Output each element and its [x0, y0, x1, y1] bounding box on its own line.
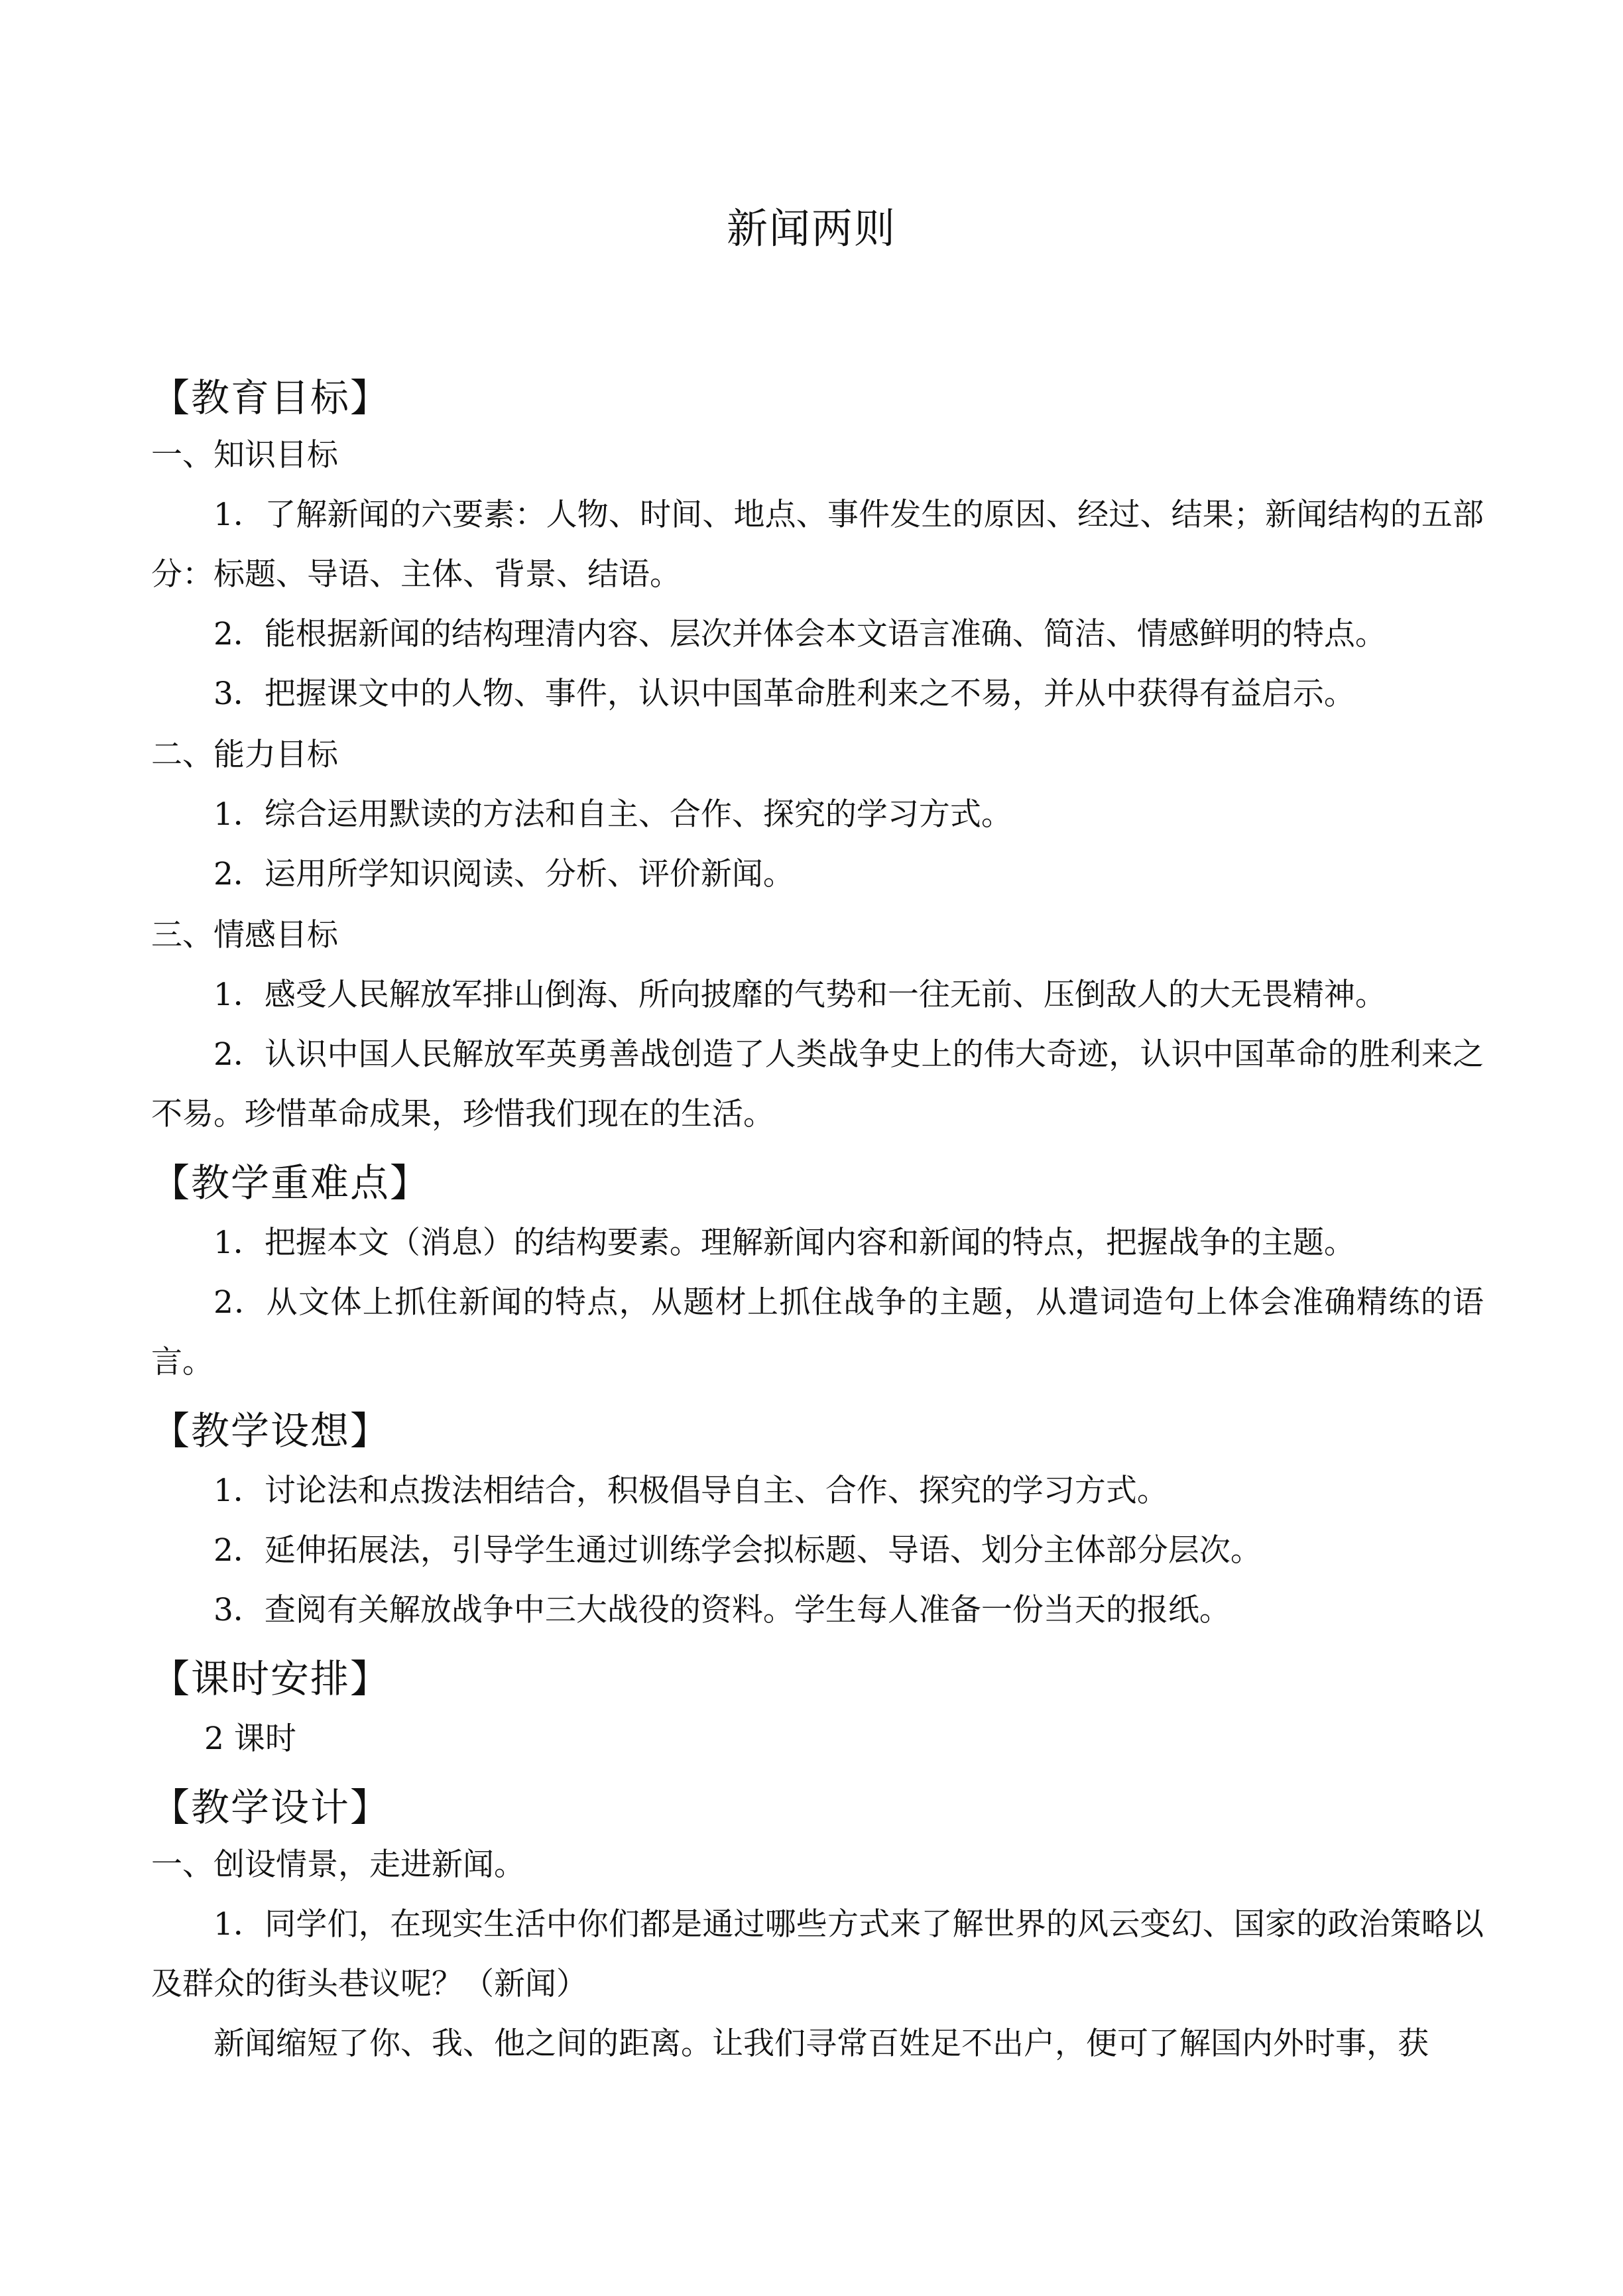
section-heading-key-points: 【教学重难点】 [151, 1160, 430, 1205]
subheading-emotion: 三、情感目标 [151, 917, 338, 953]
section-heading-ideas: 【教学设想】 [151, 1408, 391, 1453]
section-heading-schedule: 【课时安排】 [151, 1656, 391, 1701]
subheading-ability: 二、能力目标 [151, 737, 338, 773]
idea-item-3: 3．查阅有关解放战争中三大战役的资料。学生每人准备一份当天的报纸。 [213, 1592, 1231, 1628]
design-step-1: 一、创设情景，走进新闻。 [151, 1846, 525, 1883]
knowledge-item-3: 3．把握课文中的人物、事件，认识中国革命胜利来之不易，并从中获得有益启示。 [213, 676, 1355, 712]
idea-item-2: 2．延伸拓展法，引导学生通过训练学会拟标题、导语、划分主体部分层次。 [213, 1532, 1262, 1569]
section-heading-design: 【教学设计】 [151, 1785, 391, 1830]
ability-item-1: 1．综合运用默读的方法和自主、合作、探究的学习方式。 [213, 796, 1012, 833]
knowledge-item-2: 2．能根据新闻的结构理清内容、层次并体会本文语言准确、简洁、情感鲜明的特点。 [213, 616, 1386, 652]
key-point-item-2: 2．从文体上抓住新闻的特点，从题材上抓住战争的主题，从遣词造句上体会准确精练的语言。 [151, 1284, 1484, 1380]
design-item-1: 1．同学们，在现实生活中你们都是通过哪些方式来了解世界的风云变幻、国家的政治策略以及群众的街头巷议呢？（新闻） [151, 1906, 1484, 2002]
idea-item-1: 1．讨论法和点拨法相结合，积极倡导自主、合作、探究的学习方式。 [213, 1473, 1168, 1509]
emotion-item-2: 2．认识中国人民解放军英勇善战创造了人类战争史上的伟大奇迹，认识中国革命的胜利来之不易。珍惜革命成果，珍惜我们现在的生活。 [151, 1036, 1484, 1132]
schedule-text: 2 课时 [204, 1721, 296, 1757]
document-body [151, 371, 1484, 2074]
key-point-item-1: 1．把握本文（消息）的结构要素。理解新闻内容和新闻的特点，把握战争的主题。 [213, 1225, 1355, 1261]
knowledge-item-1: 1．了解新闻的六要素：人物、时间、地点、事件发生的原因、经过、结果；新闻结构的五部分：标题、导语、主体、背景、结语。 [151, 497, 1484, 593]
subheading-knowledge: 一、知识目标 [151, 437, 338, 473]
design-item-2: 新闻缩短了你、我、他之间的距离。让我们寻常百姓足不出户，便可了解国内外时事，获 [213, 2025, 1429, 2062]
section-heading-goals: 【教育目标】 [151, 375, 391, 420]
document-title: 新闻两则 [726, 204, 896, 253]
ability-item-2: 2．运用所学知识阅读、分析、评价新闻。 [213, 856, 794, 892]
emotion-item-1: 1．感受人民解放军排山倒海、所向披靡的气势和一往无前、压倒敌人的大无畏精神。 [213, 977, 1386, 1013]
